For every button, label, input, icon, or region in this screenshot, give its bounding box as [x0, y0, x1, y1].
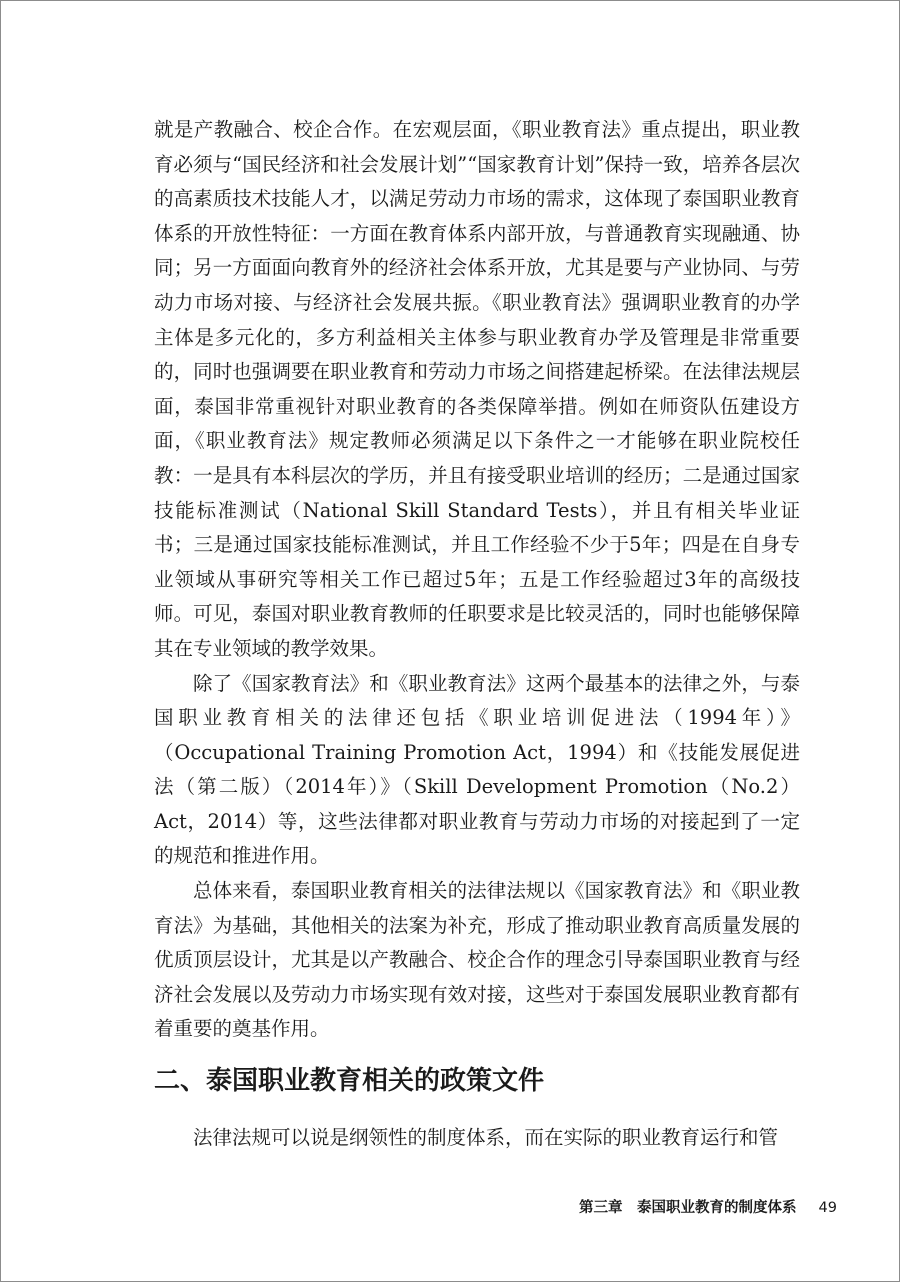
paragraph: 法律法规可以说是纲领性的制度体系，而在实际的职业教育运行和管	[193, 1126, 779, 1149]
chapter-title: 第三章 泰国职业教育的制度体系	[579, 1200, 797, 1216]
paragraph: 除了《国家教育法》和《职业教育法》这两个最基本的法律之外，与泰国职业教育相关的法律还包括《职业培训促进法（1994年）》（Occupational Training Promotion Act，1994）和《技能发展促进法（第二版）（2014年）》（Skill Development Promotion（No.2）Act，2014）等，这些法律都对职业教育与劳动力市场的对接起到了一定的规范和推进作用。	[154, 671, 800, 868]
running-footer	[579, 1196, 837, 1217]
section-heading: 二、泰国职业教育相关的政策文件	[154, 1066, 545, 1096]
paragraph: 总体来看，泰国职业教育相关的法律法规以《国家教育法》和《职业教育法》为基础，其他相关的法案为补充，形成了推动职业教育高质量发展的优质顶层设计，尤其是以产教融合、校企合作的理念引导泰国职业教育与经济社会发展以及劳动力市场实现有效对接，这些对于泰国发展职业教育都有着重要的奠基作用。	[154, 879, 800, 1041]
body-text	[154, 113, 800, 1047]
page-number: 49	[818, 1200, 837, 1216]
paragraph: 就是产教融合、校企合作。在宏观层面，《职业教育法》重点提出，职业教育必须与“国民经济和社会发展计划”“国家教育计划”保持一致，培养各层次的高素质技术技能人才，以满足劳动力市场的需求，这体现了泰国职业教育体系的开放性特征：一方面在教育体系内部开放，与普通教育实现融通、协同；另一方面面向教育外的经济社会体系开放，尤其是要与产业协同、与劳动力市场对接、与经济社会发展共振。《职业教育法》强调职业教育的办学主体是多元化的，多方利益相关主体参与职业教育办学及管理是非常重要的，同时也强调要在职业教育和劳动力市场之间搭建起桥梁。在法律法规层面，泰国非常重视针对职业教育的各类保障举措。例如在师资队伍建设方面，《职业教育法》规定教师必须满足以下条件之一才能够在职业院校任教：一是具有本科层次的学历，并且有接受职业培训的经历；二是通过国家技能标准测试（National Skill Standard Tests），并且有相关毕业证书；三是通过国家技能标准测试，并且工作经验不少于5年；四是在自身专业领域从事研究等相关工作已超过5年；五是工作经验超过3年的高级技师。可见，泰国对职业教育教师的任职要求是比较灵活的，同时也能够保障其在专业领域的教学效果。	[154, 118, 800, 660]
